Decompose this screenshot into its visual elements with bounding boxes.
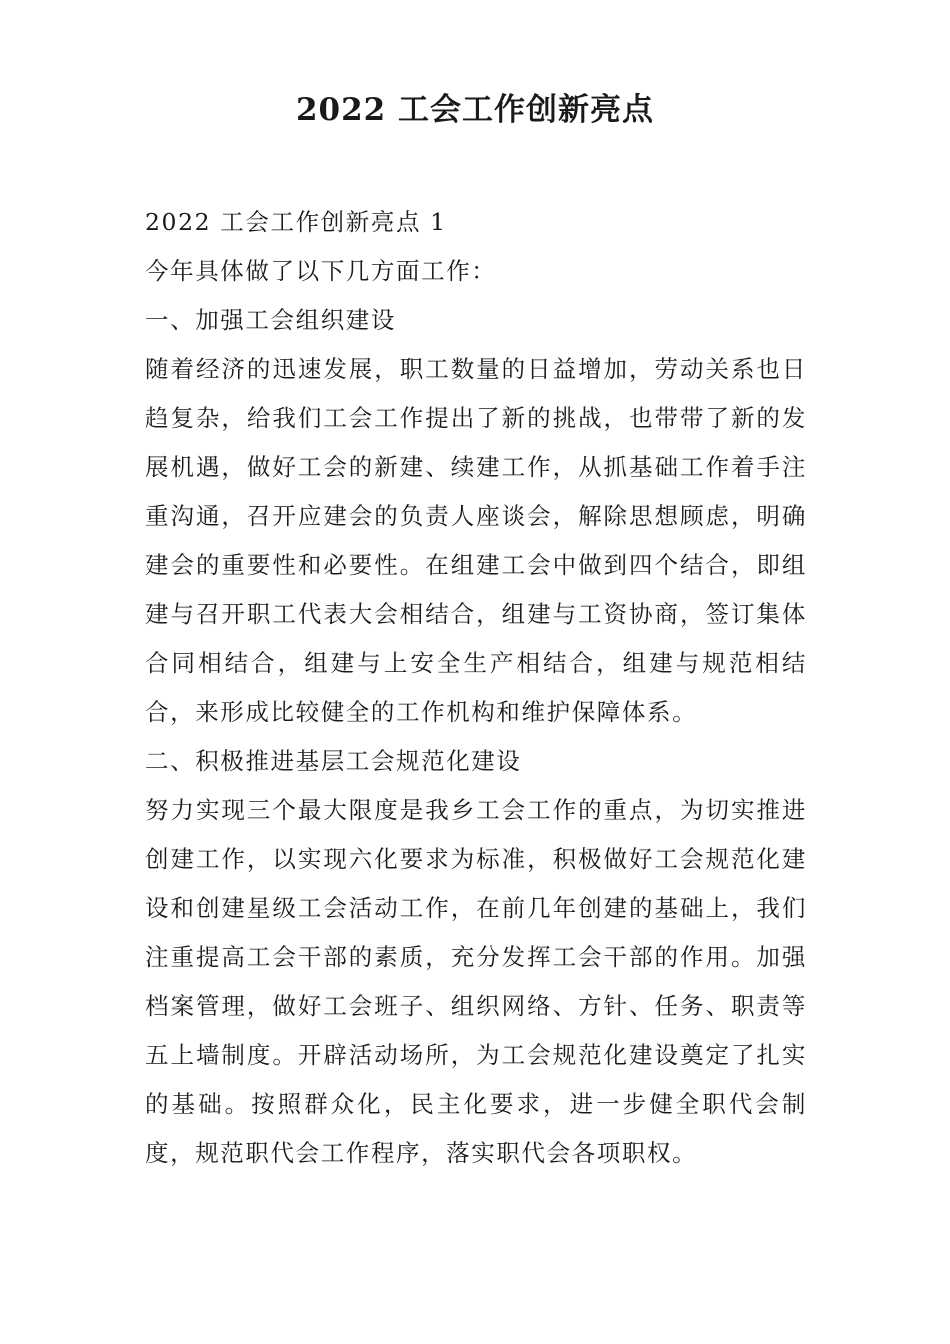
intro-paragraph: 今年具体做了以下几方面工作： (145, 257, 497, 285)
section-body-2: 努力实现三个最大限度是我乡工会工作的重点，为切实推进创建工作，以实现六化要求为标准，积极做好工会规范化建设和创建星级工会活动工作，在前几年创建的基础上，我们注重提高工会干部的素质，充分发挥工会干部的作用。加强档案管理，做好工会班子、组织网络、方针、任务、职责等五上墙制度。开辟活动场所，为工会规范化建设奠定了扎实的基础。按照群众化，民主化要求，进一步健全职代会制度，规范职代会工作程序，落实职代会各项职权。 (145, 796, 807, 1167)
document-body (145, 198, 807, 1178)
document-subtitle: 2022 工会工作创新亮点 1 (145, 208, 447, 236)
section-heading-2: 二、积极推进基层工会规范化建设 (145, 747, 522, 775)
section-body-1: 随着经济的迅速发展，职工数量的日益增加，劳动关系也日趋复杂，给我们工会工作提出了新的挑战，也带带了新的发展机遇，做好工会的新建、续建工作，从抓基础工作着手注重沟通，召开应建会的负责人座谈会，解除思想顾虑，明确建会的重要性和必要性。在组建工会中做到四个结合，即组建与召开职工代表大会相结合，组建与工资协商，签订集体合同相结合，组建与上安全生产相结合，组建与规范相结合，来形成比较健全的工作机构和维护保障体系。 (145, 355, 807, 726)
document-title: 2022 工会工作创新亮点 (295, 92, 655, 128)
section-heading-1: 一、加强工会组织建设 (145, 306, 396, 334)
